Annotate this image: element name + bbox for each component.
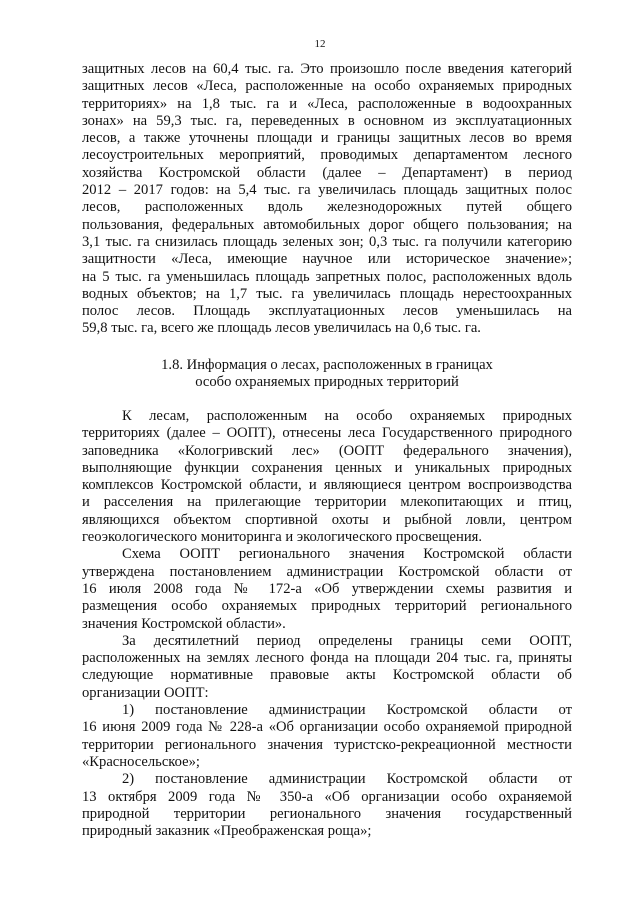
text-line: 16 июля 2008 года № 172-а «Об утверждении схемы развития и bbox=[82, 580, 572, 597]
paragraph-protective-forests bbox=[82, 61, 572, 338]
text-line: лесов, а также уточнены площади и границы защитных лесов во время bbox=[82, 130, 572, 147]
text-line: следующие нормативные правовые акты Костромской области об bbox=[82, 667, 572, 684]
text-line: лесов, расположенных вдоль железнодорожных путей общего bbox=[82, 199, 572, 216]
text-line: защитности «Леса, имеющие научное или историческое значение»; bbox=[82, 251, 572, 268]
text-line: За десятилетний период определены границы семи ООПТ, bbox=[122, 632, 572, 649]
text-line: 16 июня 2009 года № 228-а «Об организации особо охраняемой природной bbox=[82, 719, 572, 736]
text-line: территориях (далее – ООПТ), отнесены леса Государственного природного bbox=[82, 425, 572, 442]
text-line: 59,8 тыс. га, всего же площадь лесов увеличилась на 0,6 тыс. га. bbox=[82, 320, 481, 337]
section-heading bbox=[82, 357, 572, 392]
text-line: защитных лесов на 60,4 тыс. га. Это произошло после введения категорий bbox=[82, 61, 572, 77]
text-line: геоэкологического мониторинга и экологического просвещения. bbox=[82, 529, 483, 546]
text-line: утверждена постановлением администрации Костромской области от bbox=[82, 563, 572, 580]
section-body bbox=[82, 408, 572, 840]
text-line: защитных лесов «Леса, расположенные на особо охраняемых природных bbox=[82, 78, 572, 95]
text-line: выполняющие функции сохранения ценных и уникальных природных bbox=[82, 459, 572, 476]
text-line: заповедника «Кологривский лес» (ООПТ федерального значения), bbox=[82, 442, 572, 459]
text-line: организации ООПТ: bbox=[82, 684, 209, 701]
text-line: расположенных на землях лесного фонда на площади 204 тыс. га, приняты bbox=[82, 650, 572, 667]
text-line: хозяйства Костромской области (далее – Департамент) в период bbox=[82, 164, 572, 181]
text-line: пользования, федеральных автомобильных дорог общего пользования; на bbox=[82, 216, 572, 233]
text-line: значения Костромской области». bbox=[82, 615, 286, 632]
list-item-resolution-228a bbox=[82, 702, 572, 771]
text-line: 13 октября 2009 года № 350-а «Об организации особо охраняемой bbox=[82, 788, 572, 805]
text-line: размещения особо охраняемых природных территорий регионального bbox=[82, 598, 572, 615]
text-line: природной территории регионального значения государственный bbox=[82, 805, 572, 822]
text-line: территориях» на 1,8 тыс. га и «Леса, расположенные в водоохранных bbox=[82, 95, 572, 112]
text-line: природный заказник «Преображенская роща»; bbox=[82, 823, 372, 840]
section-heading-line-2: особо охраняемых природных территорий bbox=[195, 374, 459, 391]
text-line: комплексов Костромской области, и являющиеся центром воспроизводства bbox=[82, 477, 572, 494]
text-line: 2012 – 2017 годов: на 5,4 тыс. га увеличилась площадь защитных полос bbox=[82, 182, 572, 199]
text-line: 1) постановление администрации Костромской области от bbox=[122, 702, 572, 719]
paragraph-oopt-scheme bbox=[82, 546, 572, 632]
text-line: на 5 тыс. га уменьшилась площадь запретных полос, расположенных вдоль bbox=[82, 268, 572, 285]
text-line: и расселения на прилегающие территории млекопитающих и птиц, bbox=[82, 494, 572, 511]
text-line: лесоустроительных мероприятий, проводимых департаментом лесного bbox=[82, 147, 572, 164]
list-item-resolution-350a bbox=[82, 771, 572, 840]
section-heading-line-1: 1.8. Информация о лесах, расположенных в границах bbox=[161, 357, 493, 373]
text-line: 3,1 тыс. га снизилась площадь зеленых зон; 0,3 тыс. га получили категорию bbox=[82, 233, 572, 250]
text-line: К лесам, расположенным на особо охраняемых природных bbox=[122, 408, 572, 424]
text-line: Схема ООПТ регионального значения Костромской области bbox=[122, 546, 572, 563]
paragraph-oopt-acts bbox=[82, 633, 572, 702]
text-line: «Красносельское»; bbox=[82, 753, 200, 770]
text-line: территории регионального значения туристско-рекреационной местности bbox=[82, 736, 572, 753]
text-line: являющихся объектом спортивной охоты и рыбной ловли, центром bbox=[82, 511, 572, 528]
page-number: 12 bbox=[314, 38, 326, 50]
text-line: 2) постановление администрации Костромской области от bbox=[122, 771, 572, 788]
paragraph-oopt-forests bbox=[82, 408, 572, 546]
text-line: полос лесов. Площадь эксплуатационных лесов уменьшилась на bbox=[82, 303, 572, 320]
text-line: зонах» на 59,3 тыс. га, переведенных в основном из эксплуатационных bbox=[82, 112, 572, 129]
text-line: водных объектов; на 1,7 тыс. га увеличилась площадь нерестоохранных bbox=[82, 285, 572, 302]
